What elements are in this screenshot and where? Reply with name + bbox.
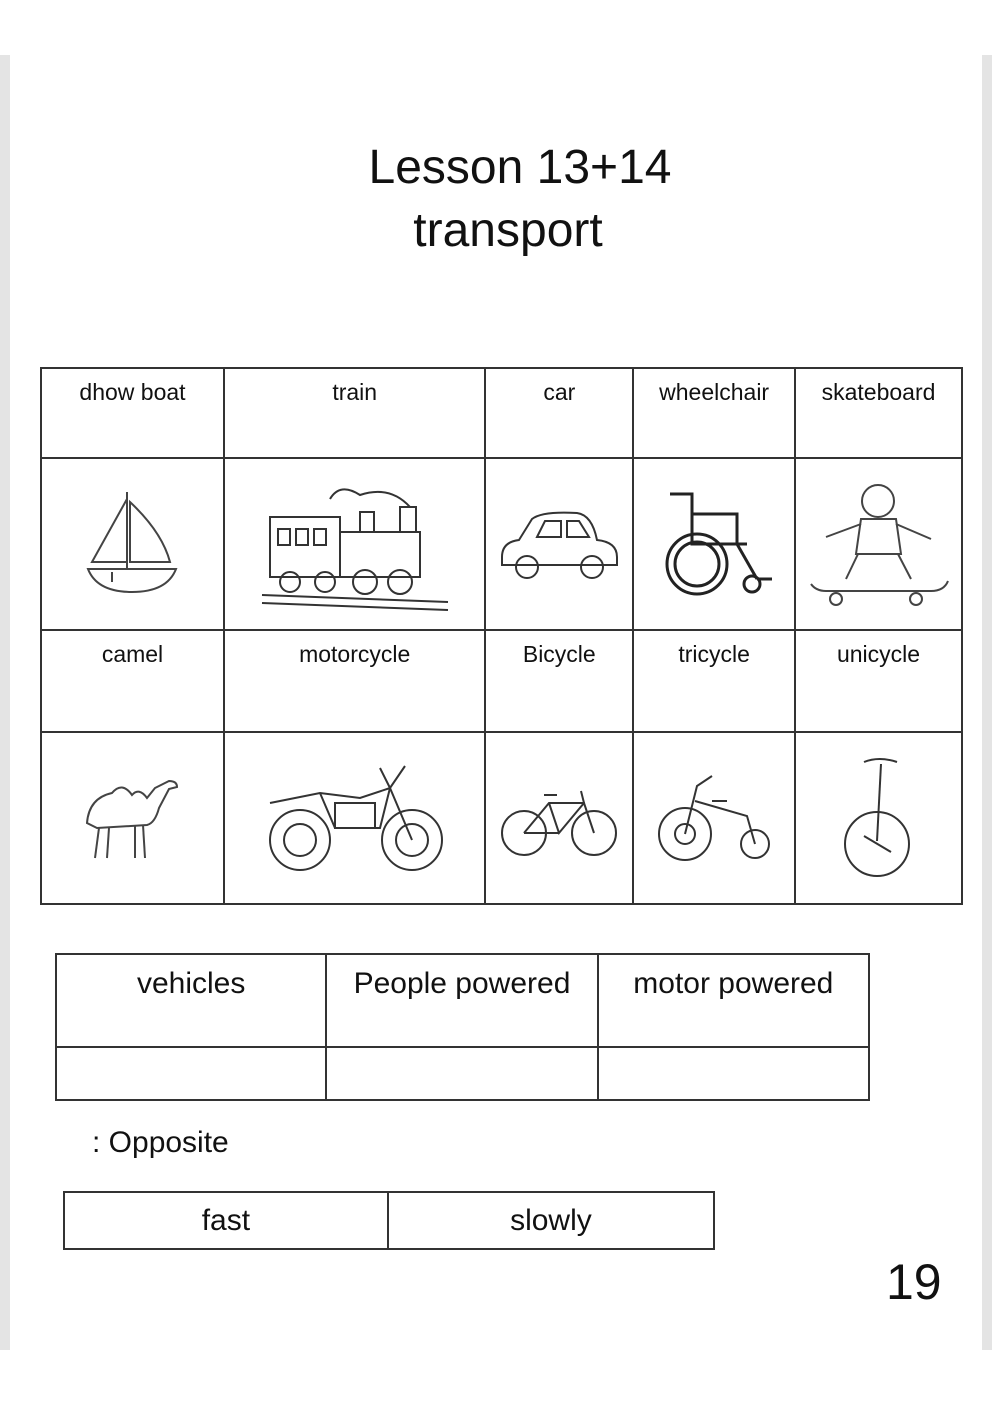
vocab-label: car [485,368,633,458]
vocab-label: unicycle [795,630,962,732]
lesson-topic: transport [413,204,603,257]
page-number: 19 [886,1254,942,1310]
vocab-label: skateboard [795,368,962,458]
picture-cell [224,732,485,904]
answer-cell[interactable] [598,1047,869,1100]
opposite-word: fast [64,1192,388,1249]
picture-cell [633,458,795,630]
train-icon [260,477,450,612]
camel-icon [77,773,187,863]
answer-cell[interactable] [326,1047,597,1100]
skateboard-icon [806,479,951,609]
vocab-label: camel [41,630,224,732]
vocab-label: tricycle [633,630,795,732]
opposite-word: slowly [388,1192,714,1249]
picture-cell [41,732,224,904]
column-header-people-powered: People powered [326,954,597,1047]
picture-cell [795,458,962,630]
vocab-label: Bicycle [485,630,633,732]
vocab-label: dhow boat [41,368,224,458]
picture-cell [485,732,633,904]
vocab-label: motorcycle [224,630,485,732]
vocabulary-table [40,367,963,905]
opposite-heading: : Opposite [92,1126,229,1159]
opposite-table [63,1191,715,1250]
car-icon [497,507,622,582]
vocab-label: train [224,368,485,458]
vocab-label: wheelchair [633,368,795,458]
tricycle-icon [657,766,772,871]
sorting-table [55,953,870,1101]
bicycle-icon [499,773,619,863]
answer-cell[interactable] [56,1047,326,1100]
motorcycle-icon [260,758,450,878]
sailboat-icon [82,487,182,602]
unicycle-icon [839,756,919,881]
picture-cell [485,458,633,630]
picture-cell [633,732,795,904]
lesson-title: Lesson 13+14 [368,141,672,194]
picture-cell [224,458,485,630]
picture-cell [795,732,962,904]
column-header-vehicles: vehicles [56,954,326,1047]
picture-cell [41,458,224,630]
wheelchair-icon [652,489,777,599]
column-header-motor-powered: motor powered [598,954,869,1047]
